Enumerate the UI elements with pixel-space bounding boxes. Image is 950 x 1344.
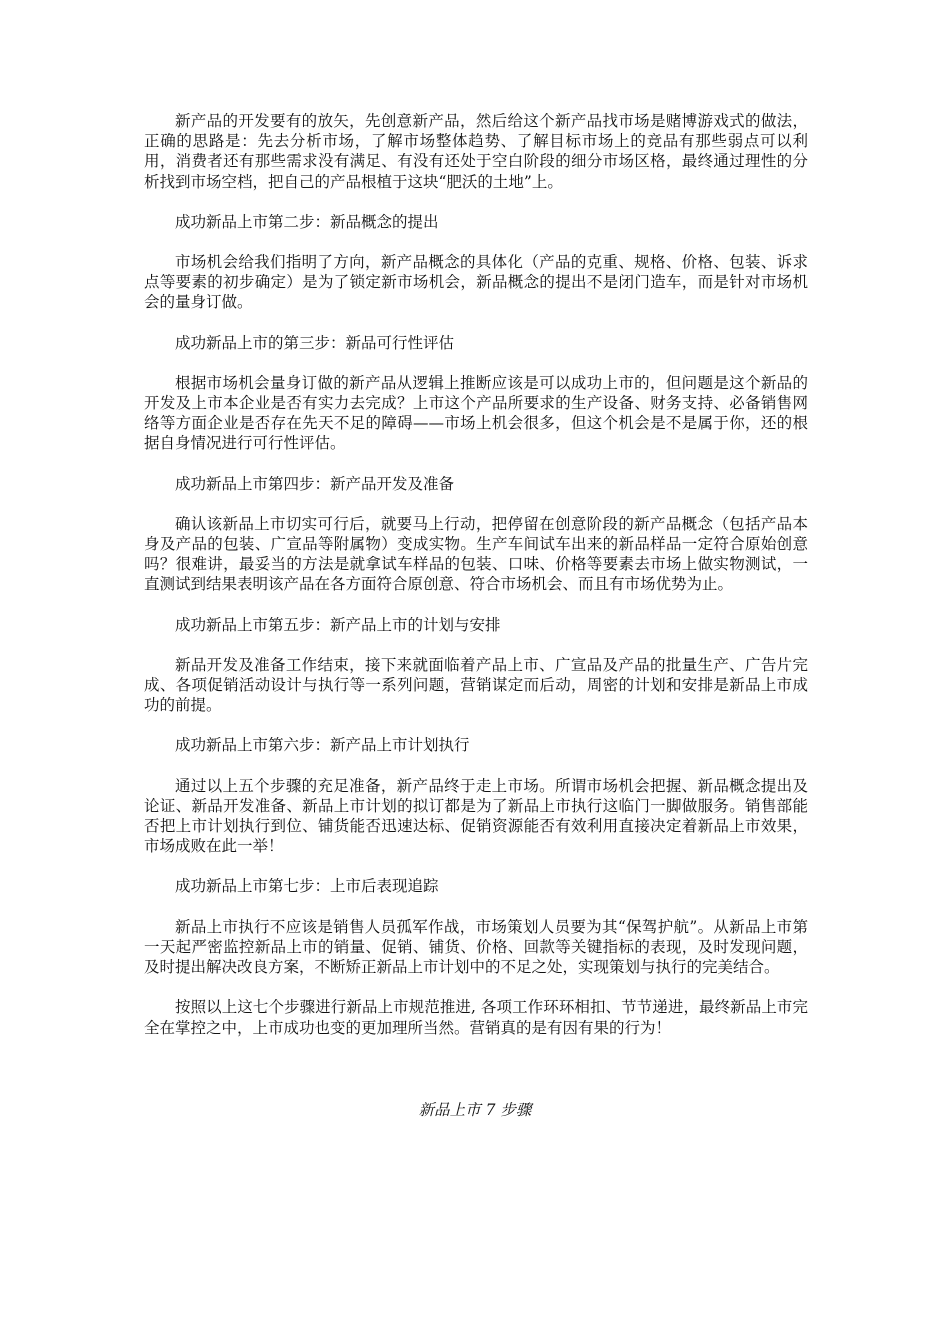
step-5-paragraph: 新品开发及准备工作结束，接下来就面临着产品上市、广宣品及产品的批量生产、广告片完成、各项促销活动设计与执行等一系列问题，营销谋定而后动，周密的计划和安排是新品上市成功的前提。: [144, 655, 808, 715]
step-7-paragraph: 新品上市执行不应该是销售人员孤军作战，市场策划人员要为其“保驾护航”。从新品上市第一天起严密监控新品上市的销量、促销、铺货、价格、回款等关键指标的表现，及时发现问题，及时提出解决改良方案，不断矫正新品上市计划中的不足之处，实现策划与执行的完美结合。: [144, 917, 808, 977]
step-6-paragraph: 通过以上五个步骤的充足准备，新产品终于走上市场。所谓市场机会把握、新品概念提出及论证、新品开发准备、新品上市计划的拟订都是为了新品上市执行这临门一脚做服务。销售部能否把上市计划执行到位、铺货能否迅速达标、促销资源能否有效利用直接决定着新品上市效果，市场成败在此一举！: [144, 776, 808, 856]
document-caption: 新品上市 7 步骤: [418, 1101, 532, 1119]
step-4-paragraph: 确认该新品上市切实可行后，就要马上行动，把停留在创意阶段的新产品概念（包括产品本身及产品的包装、广宣品等附属物）变成实物。生产车间试车出来的新品样品一定符合原始创意吗？很难讲，最妥当的方法是就拿试车样品的包装、口味、价格等要素去市场上做实物测试，一直测试到结果表明该产品在各方面符合原创意、符合市场机会、而且有市场优势为止。: [144, 514, 808, 594]
step-6-heading: 成功新品上市第六步：新产品上市计划执行: [175, 736, 470, 755]
step-2-paragraph: 市场机会给我们指明了方向，新产品概念的具体化（产品的克重、规格、价格、包装、诉求点等要素的初步确定）是为了锁定新市场机会，新品概念的提出不是闭门造车，而是针对市场机会的量身订做。: [144, 253, 808, 312]
step-3-paragraph: 根据市场机会量身订做的新产品从逻辑上推断应该是可以成功上市的，但问题是这个新品的开发及上市本企业是否有实力去完成？上市这个产品所要求的生产设备、财务支持、必备销售网络等方面企业是否存在先天不足的障碍——市场上机会很多，但这个机会是不是属于你，还的根据自身情况进行可行性评估。: [144, 373, 808, 453]
step-5-heading: 成功新品上市第五步：新产品上市的计划与安排: [175, 615, 501, 634]
step-2-heading: 成功新品上市第二步：新品概念的提出: [175, 212, 439, 231]
conclusion-paragraph: 按照以上这七个步骤进行新品上市规范推进, 各项工作环环相扣、节节递进，最终新品上市完全在掌控之中，上市成功也变的更加理所当然。营销真的是有因有果的行为！: [144, 998, 808, 1037]
paragraph-intro: 新产品的开发要有的放矢，先创意新产品，然后给这个新产品找市场是赌博游戏式的做法，正确的思路是：先去分析市场，了解市场整体趋势、了解目标市场上的竞品有那些弱点可以利用，消费者还有那些需求没有满足、有没有还处于空白阶段的细分市场区格，最终通过理性的分析找到市场空档，把自己的产品根植于这块“肥沃的土地”上。: [144, 112, 808, 191]
step-7-heading: 成功新品上市第七步：上市后表现追踪: [175, 877, 439, 896]
document-body: [144, 111, 808, 1058]
step-3-heading: 成功新品上市的第三步：新品可行性评估: [175, 333, 455, 352]
step-4-heading: 成功新品上市第四步：新产品开发及准备: [175, 474, 455, 493]
